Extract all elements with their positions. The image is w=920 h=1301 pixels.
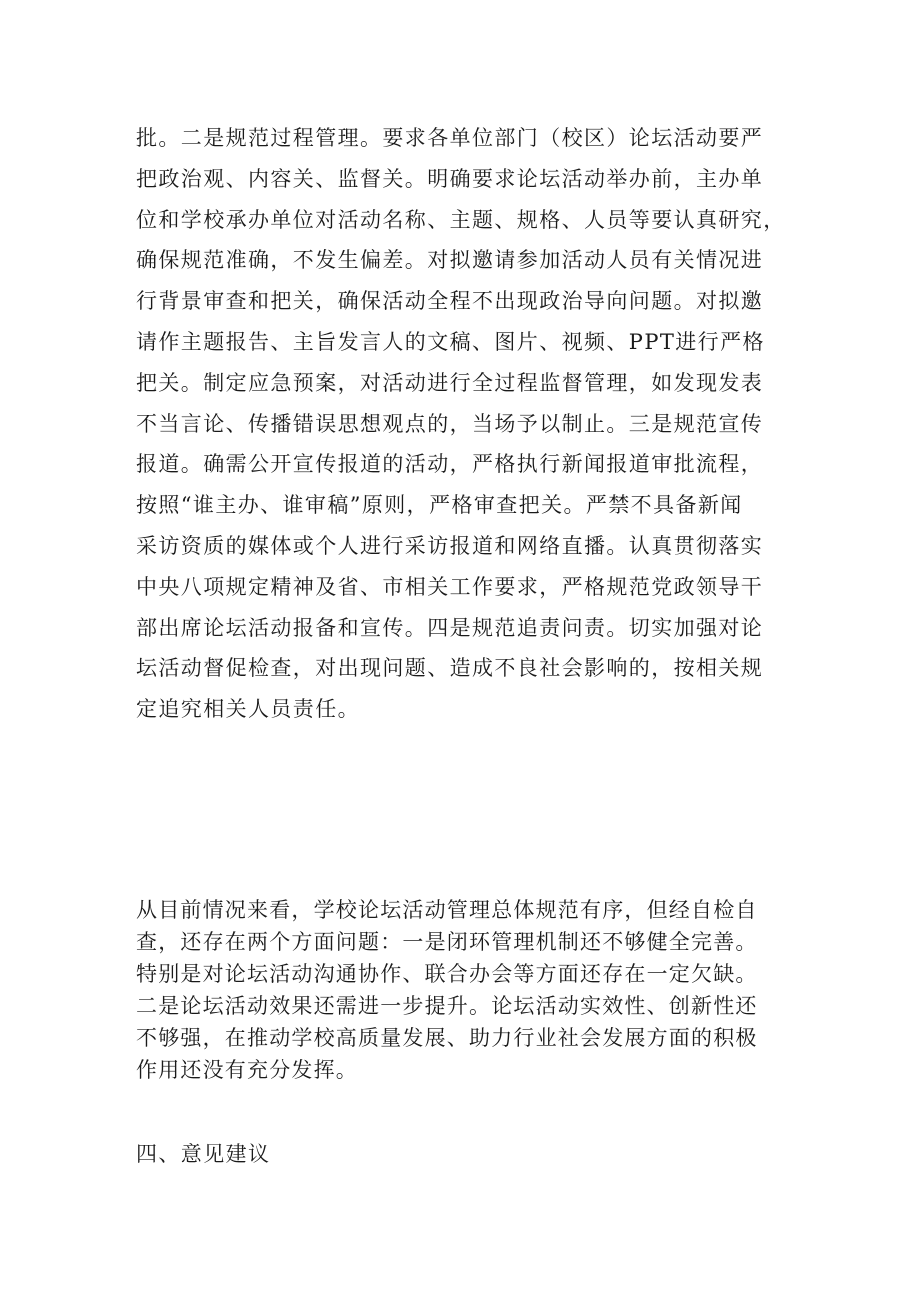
text-line: 把政治观、内容关、监督关。明确要求论坛活动举办前，主办单 <box>136 166 764 191</box>
text-line: 二是论坛活动效果还需进一步提升。论坛活动实效性、创新性还 <box>136 994 758 1018</box>
text-line: 确保规范准确，不发生偏差。对拟邀请参加活动人员有关情况进 <box>136 248 764 273</box>
text-line: 不够强，在推动学校高质量发展、助力行业社会发展方面的积极 <box>136 1026 758 1050</box>
text-line: 作用还没有充分发挥。 <box>136 1058 358 1082</box>
text-line: 行背景审查和把关，确保活动全程不出现政治导向问题。对拟邀 <box>136 289 764 314</box>
text-line: 特别是对论坛活动沟通协作、联合办会等方面还存在一定欠缺。 <box>136 962 758 986</box>
text-line: 按照“谁主办、谁审稿”原则，严格审查把关。严禁不具备新闻 <box>136 493 743 518</box>
text-line: 坛活动督促检查，对出现问题、造成不良社会影响的，按相关规 <box>136 656 764 681</box>
text-line: 把关。制定应急预案，对活动进行全过程监督管理，如发现发表 <box>136 370 764 395</box>
text-line: 从目前情况来看，学校论坛活动管理总体规范有序，但经自检自 <box>136 898 758 922</box>
paragraph-current-issues <box>136 894 796 1086</box>
text-line: 请作主题报告、主旨发言人的文稿、图片、视频、PPT进行严格 <box>136 329 765 354</box>
text-line: 位和学校承办单位对活动名称、主题、规格、人员等要认真研究， <box>136 207 786 232</box>
section-heading: 四、意见建议 <box>136 1142 271 1166</box>
paragraph-management-measures <box>136 118 796 730</box>
text-line: 报道。确需公开宣传报道的活动，严格执行新闻报道审批流程， <box>136 452 764 477</box>
text-line: 定追究相关人员责任。 <box>136 697 360 722</box>
text-line: 中央八项规定精神及省、市相关工作要求，严格规范党政领导干 <box>136 574 764 599</box>
text-line: 采访资质的媒体或个人进行采访报道和网络直播。认真贯彻落实 <box>136 533 764 558</box>
text-line: 不当言论、传播错误思想观点的，当场予以制止。三是规范宣传 <box>136 411 764 436</box>
text-line: 批。二是规范过程管理。要求各单位部门（校区）论坛活动要严 <box>136 126 764 150</box>
text-line: 查，还存在两个方面问题：一是闭环管理机制还不够健全完善。 <box>136 930 758 954</box>
text-line: 部出席论坛活动报备和宣传。四是规范追责问责。切实加强对论 <box>136 615 764 640</box>
